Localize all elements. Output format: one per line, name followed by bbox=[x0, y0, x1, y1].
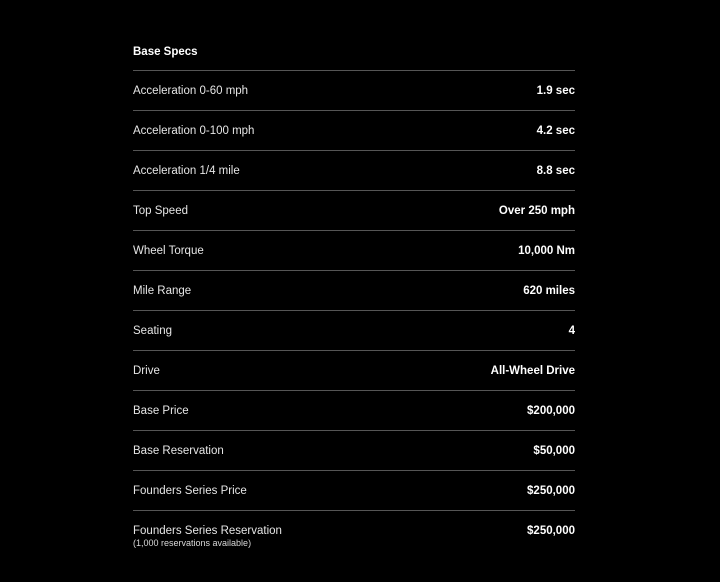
spec-label: Base Reservation bbox=[133, 445, 224, 457]
spec-label: Founders Series Price bbox=[133, 485, 247, 497]
spec-row-acceleration-0-60 bbox=[133, 71, 575, 111]
spec-label: Acceleration 0-100 mph bbox=[133, 125, 255, 137]
spec-label: Base Price bbox=[133, 405, 189, 417]
spec-label: Wheel Torque bbox=[133, 245, 204, 257]
spec-label: Acceleration 0-60 mph bbox=[133, 85, 249, 97]
spec-label: Drive bbox=[133, 365, 160, 377]
spec-value: $200,000 bbox=[527, 405, 575, 417]
spec-row-seating bbox=[133, 311, 575, 351]
spec-label: Seating bbox=[133, 325, 173, 337]
spec-value: 4 bbox=[568, 325, 575, 337]
spec-value: 10,000 Nm bbox=[518, 245, 575, 257]
spec-row-drive bbox=[133, 351, 575, 391]
specs-section-title: Base Specs bbox=[133, 0, 575, 71]
spec-row-wheel-torque bbox=[133, 231, 575, 271]
spec-value: 1.9 sec bbox=[536, 85, 575, 97]
spec-value: 8.8 sec bbox=[536, 165, 575, 177]
spec-row-founders-series-price bbox=[133, 471, 575, 511]
spec-row-founders-series-reservation bbox=[133, 511, 575, 550]
spec-value: $250,000 bbox=[527, 485, 575, 497]
spec-value: Over 250 mph bbox=[498, 205, 575, 217]
spec-label: Top Speed bbox=[133, 205, 188, 217]
spec-row-base-price bbox=[133, 391, 575, 431]
spec-row-acceleration-0-100 bbox=[133, 111, 575, 151]
spec-label: Founders Series Reservation bbox=[133, 525, 282, 537]
spec-label: Acceleration 1/4 mile bbox=[133, 165, 240, 177]
spec-value: All-Wheel Drive bbox=[490, 365, 575, 377]
spec-row-top-speed bbox=[133, 191, 575, 231]
specs-table bbox=[133, 0, 575, 550]
spec-row-base-reservation bbox=[133, 431, 575, 471]
spec-value: $250,000 bbox=[527, 525, 575, 537]
spec-value: 4.2 sec bbox=[536, 125, 575, 137]
spec-value: $50,000 bbox=[533, 445, 575, 457]
spec-label: Mile Range bbox=[133, 285, 192, 297]
spec-note: (1,000 reservations available) bbox=[133, 538, 252, 548]
spec-row-mile-range bbox=[133, 271, 575, 311]
spec-row-acceleration-quarter-mile bbox=[133, 151, 575, 191]
spec-value: 620 miles bbox=[523, 285, 575, 297]
